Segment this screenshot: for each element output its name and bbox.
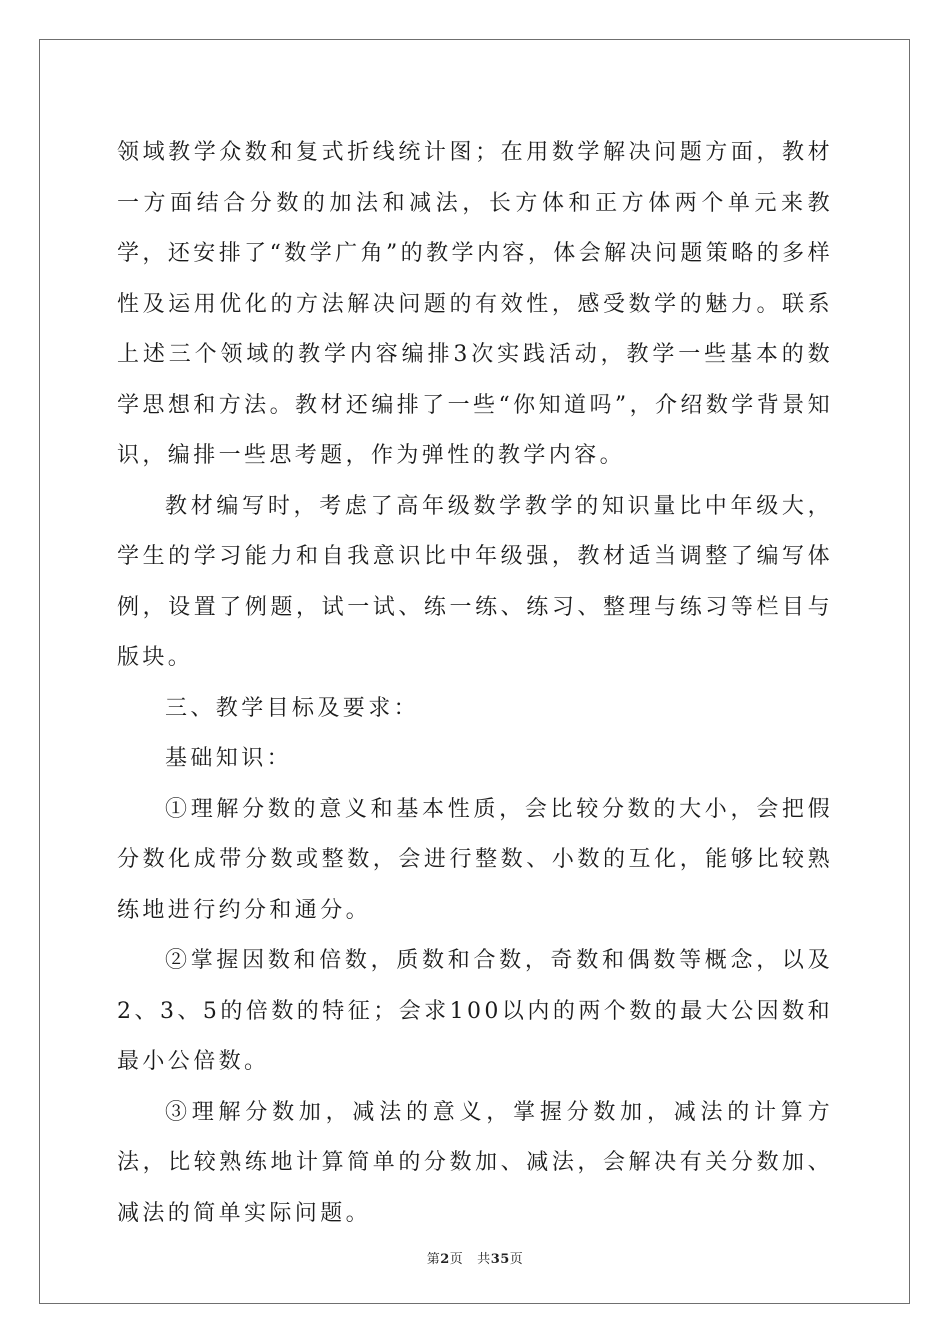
list-item-1: ①理解分数的意义和基本性质，会比较分数的大小，会把假分数化成带分数或整数，会进行整数、小数的互化，能够比较熟练地进行约分和通分。 <box>117 796 833 923</box>
subheading-basic-knowledge: 基础知识： <box>165 746 293 771</box>
footer-page-suffix: 页 <box>449 1252 464 1267</box>
list-item-2: ②掌握因数和倍数，质数和合数，奇数和偶数等概念，以及2、3、5的倍数的特征；会求100以内的两个数的最大公因数和最小公倍数。 <box>117 948 833 1074</box>
footer-page-prefix: 第 <box>426 1252 441 1267</box>
paragraph-continuation: 领域教学众数和复式折线统计图；在用数学解决问题方面，教材一方面结合分数的加法和减法，长方体和正方体两个单元来教学，还安排了“数学广角”的教学内容，体会解决问题策略的多样性及运用优化的方法解决问题的有效性，感受数学的魅力。联系上述三个领域的教学内容编排3次实践活动，教学一些基本的数学思想和方法。教材还编排了一些“你知道吗”，介绍数学背景知识，编排一些思考题，作为弹性的教学内容。 <box>117 140 833 468</box>
page-footer <box>0 1248 950 1267</box>
list-item-3: ③理解分数加，减法的意义，掌握分数加，减法的计算方法，比较熟练地计算简单的分数加、减法，会解决有关分数加、减法的简单实际问题。 <box>117 1099 833 1226</box>
footer-total-pages: 35 <box>490 1252 510 1267</box>
document-body <box>117 128 833 1239</box>
footer-page-number: 2 <box>440 1252 450 1267</box>
paragraph-textbook-design: 教材编写时，考虑了高年级数学教学的知识量比中年级大，学生的学习能力和自我意识比中年级强，教材适当调整了编写体例，设置了例题，试一试、练一练、练习、整理与练习等栏目与版块。 <box>117 493 833 670</box>
footer-total-suffix: 页 <box>509 1252 524 1267</box>
footer-total-prefix: 共 <box>477 1252 491 1267</box>
section-heading-objectives: 三、教学目标及要求： <box>165 695 420 721</box>
